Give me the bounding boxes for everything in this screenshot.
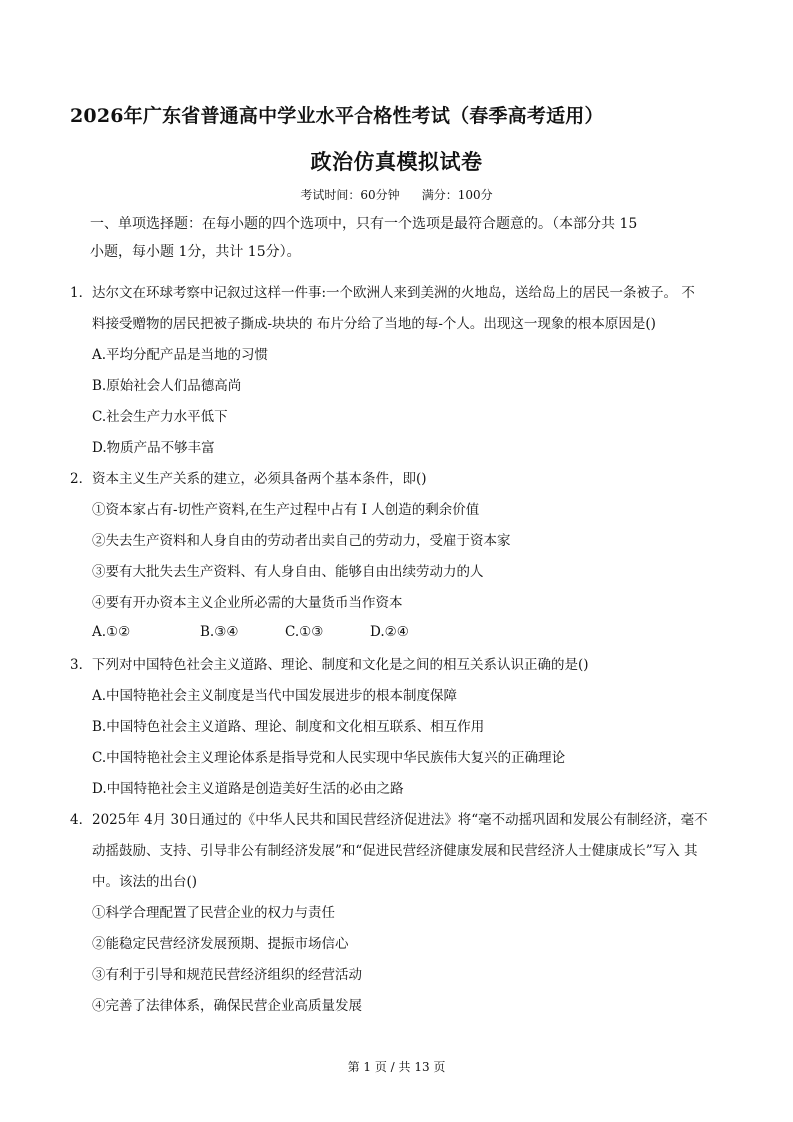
question-4 <box>70 802 725 1019</box>
question-number: 2． <box>70 470 93 487</box>
question-stem-line: 中。该法的出台() <box>92 873 198 890</box>
option-d: D.物质产品不够丰富 <box>92 439 215 456</box>
question-stem-line: 2025年 4月 30日通过的《中华人民共和国民营经济促进法》将“毫不动摇巩固和发展公有制经济，毫不 <box>92 811 708 828</box>
option-c: C.中国特艳社会主义理论体系是指导党和人民实现中华民族伟大复兴的正确理论 <box>92 749 566 766</box>
page-footer: 第 1 页 / 共 13 页 <box>347 1060 446 1074</box>
exam-time: 考试时间：60分钟 <box>300 188 400 202</box>
exam-score: 满分：100分 <box>421 188 493 202</box>
option-a: A.中国特艳社会主义制度是当代中国发展进步的根本制度保障 <box>92 687 458 704</box>
section-line-2: 小题，每小题 1分，共计 15分）。 <box>90 244 301 260</box>
choice-a: A.①② <box>92 623 131 640</box>
section-line-1: 一、单项选择题：在每小题的四个选项中，只有一个选项是最符合题意的。（本部分共 15 <box>90 216 638 232</box>
choice-b: B.③④ <box>200 623 239 640</box>
exam-title: 2026年广东省普通高中学业水平合格性考试（春季高考适用） <box>70 105 604 127</box>
statement-4: ④要有开办资本主义企业所必需的大量货币当作资本 <box>92 594 403 611</box>
exam-subtitle: 政治仿真模拟试卷 <box>310 149 483 174</box>
question-list <box>70 275 725 1019</box>
question-stem-line: 下列对中国特色社会主义道路、理论、制度和文化是之间的相互关系认识正确的是() <box>92 656 589 673</box>
option-b: B.原始社会人们品德高尚 <box>92 377 242 394</box>
exam-meta <box>0 186 793 203</box>
choice-d: D.②④ <box>370 623 409 640</box>
question-1 <box>70 275 725 461</box>
question-stem-line: 动摇鼓励、支持、引导非公有制经济发展”和“促进民营经济健康发展和民营经济人士健康成长”写入 其 <box>92 842 698 859</box>
statement-1: ①资本家占有-切性产资料,在生产过程中占有 I 人创造的剩余价值 <box>92 501 480 518</box>
choice-c: C.①③ <box>285 623 324 640</box>
answer-choices <box>70 616 725 647</box>
question-2 <box>70 461 725 647</box>
question-number: 3． <box>70 656 93 673</box>
option-c: C.社会生产力水平低下 <box>92 408 228 425</box>
option-a: A.平均分配产品是当地的习惯 <box>92 346 269 363</box>
statement-2: ②失去生产资料和人身自由的劳动者出卖自己的劳动力，受雇于资本家 <box>92 532 511 549</box>
question-stem-line: 资本主义生产关系的建立，必须具备两个基本条件，即() <box>92 470 427 487</box>
question-number: 1． <box>70 284 93 301</box>
statement-2: ②能稳定民营经济发展预期、提振市场信心 <box>92 935 349 952</box>
statement-3: ③要有大批失去生产资料、有人身自由、能够自由出续劳动力的人 <box>92 563 484 580</box>
option-d: D.中国特艳社会主义道路是创造美好生活的必由之路 <box>92 780 404 797</box>
question-number: 4． <box>70 811 93 828</box>
statement-3: ③有利于引导和规范民营经济组织的经营活动 <box>92 966 362 983</box>
question-stem-line: 达尔文在环球考察中记叙过这样一件事:一个欧洲人来到美洲的火地岛，送给岛上的居民一条被子。 不 <box>92 284 695 301</box>
question-stem-line: 料接受赠物的居民把被子撕成-块块的 布片分给了当地的每-个人。出现这一现象的根本原因是() <box>92 315 656 332</box>
statement-4: ④完善了法律体系，确保民营企业高质量发展 <box>92 997 362 1014</box>
statement-1: ①科学合理配置了民营企业的权力与责任 <box>92 904 335 921</box>
question-3 <box>70 647 725 802</box>
option-b: B.中国特色社会主义道路、理论、制度和文化相互联系、相互作用 <box>92 718 485 735</box>
section-instructions <box>90 210 730 266</box>
